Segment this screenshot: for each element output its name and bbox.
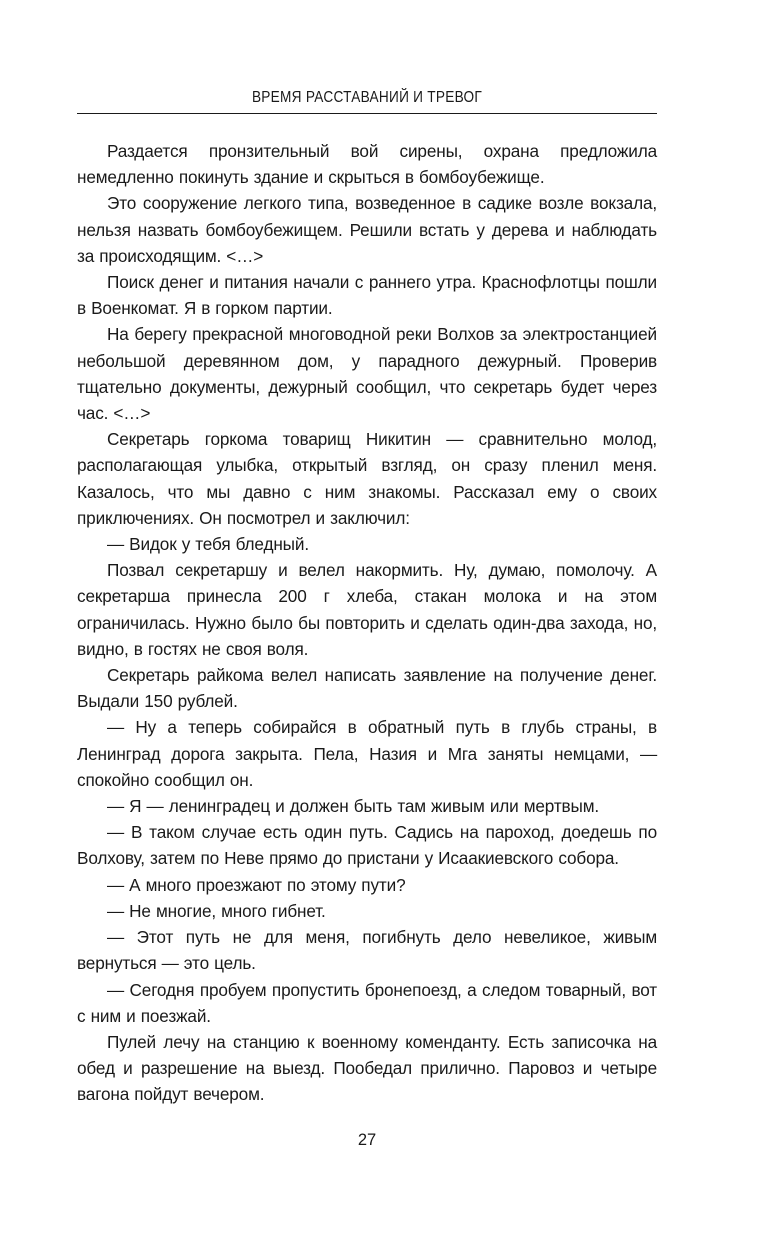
- paragraph-4: На берегу прекрасной многоводной реки Волхов за электростанцией небольшой деревянном дом, у парадного дежурный. Проверив тщательно документы, дежурный сообщил, что секретарь будет через час. <…>: [77, 324, 657, 424]
- paragraph-6: Позвал секретаршу и велел накормить. Ну, думаю, помолочу. А секретарша принесла 200 г хлеба, стакан молока и на этом ограничилась. Нужно было бы повторить и сделать один-два захода, но, видно, в гостях не своя воля.: [77, 560, 657, 659]
- paragraph-3: Поиск денег и питания начали с раннего утра. Краснофлотцы пошли в Военкомат. Я в горком партии.: [77, 272, 657, 319]
- dialogue-line-4: — В таком случае есть один путь. Садись на пароход, доедешь по Волхову, затем по Неве прямо до пристани у Исаакиевского собора.: [77, 822, 657, 869]
- dialogue-line-7: — Этот путь не для меня, погибнуть дело невеликое, живым вернуться — это цель.: [77, 927, 657, 974]
- paragraph-1: Раздается пронзительный вой сирены, охрана предложила немедленно покинуть здание и скрыться в бомбоубежище.: [77, 141, 657, 188]
- paragraph-8: Пулей лечу на станцию к военному коменданту. Есть записочка на обед и разрешение на выезд. Пообедал прилично. Паровоз и четыре вагона пойдут вечером.: [77, 1031, 657, 1105]
- paragraph-7: Секретарь райкома велел написать заявление на получение денег. Выдали 150 рублей.: [77, 665, 657, 712]
- dialogue-line-3: — Я — ленинградец и должен быть там живым или мертвым.: [107, 796, 600, 817]
- dialogue-line-8: — Сегодня пробуем пропустить бронепоезд, а следом товарный, вот с ним и поезжай.: [77, 979, 657, 1026]
- dialogue-line-6: — Не многие, много гибнет.: [107, 900, 326, 921]
- running-head: ВРЕМЯ РАССТАВАНИЙ И ТРЕВОГ: [251, 89, 483, 106]
- dialogue-line-2: — Ну а теперь собирайся в обратный путь в глубь страны, в Ленинград дорога закрыта. Пела, Назия и Мга заняты немцами, — спокойно сообщил он.: [77, 717, 657, 790]
- body-text: [77, 138, 657, 1108]
- page-number: 27: [357, 1131, 377, 1149]
- header-rule: [77, 113, 657, 114]
- dialogue-line-5: — А много проезжают по этому пути?: [107, 874, 406, 895]
- dialogue-line-1: — Видок у тебя бледный.: [107, 534, 309, 555]
- paragraph-5: Секретарь горкома товарищ Никитин — сравнительно молод, располагающая улыбка, открытый взгляд, он сразу пленил меня. Казалось, что мы давно с ним знакомы. Рассказал ему о своих приключениях. Он посмотрел и заключил:: [77, 429, 657, 528]
- paragraph-2: Это сооружение легкого типа, возведенное в садике возле вокзала, нельзя назвать бомбоубежищем. Решили встать у дерева и наблюдать за происходящим. <…>: [77, 193, 657, 266]
